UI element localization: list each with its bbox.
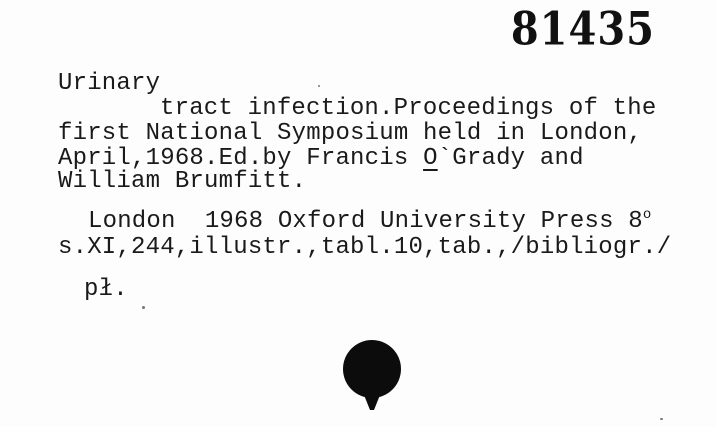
title-line-3-text: April,1968.Ed.by Francis (58, 145, 424, 172)
punch-hole (343, 340, 401, 398)
format-degree: o (642, 207, 652, 223)
title-line-1: tract infection.Proceedings of the (160, 95, 657, 122)
accession-number: 81435 (510, 2, 655, 57)
subject-heading: Urinary (58, 70, 161, 97)
speck (660, 418, 663, 420)
title-line-4: William Brumfitt. (58, 168, 307, 195)
note: pł. (84, 276, 128, 303)
speck (318, 85, 320, 87)
collation-line: s.XI,244,illustr.,tabl.10,tab.,/bibliogr./ (58, 234, 672, 261)
title-line-2: first National Symposium held in London, (58, 120, 643, 147)
editor-surname-rest: `Grady and (437, 145, 584, 172)
editor-surname-initial: O (423, 145, 438, 172)
punch-hole-tail (362, 390, 382, 410)
imprint-line-1 (88, 207, 652, 236)
imprint-text: London 1968 Oxford University Press 8 (88, 208, 643, 235)
speck (142, 306, 145, 309)
